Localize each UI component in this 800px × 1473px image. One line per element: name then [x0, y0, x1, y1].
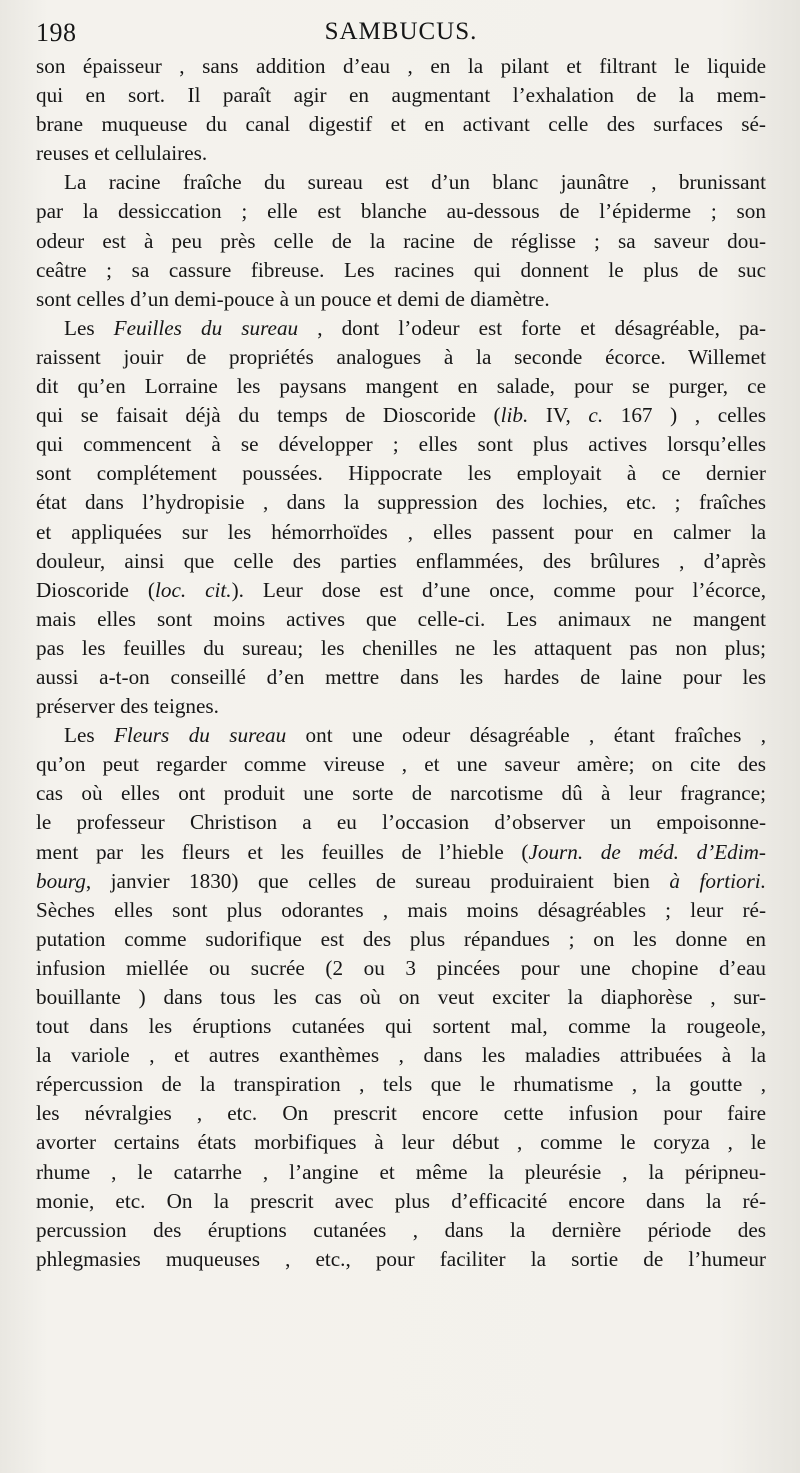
italic-text: à fortiori.: [669, 868, 766, 893]
text-segment: et appliquées sur les hémorrhoïdes , elles passent pour en calmer la: [36, 519, 766, 544]
italic-text: Journ. de méd. d’Edim-: [528, 839, 766, 864]
text-segment: tout dans les éruptions cutanées qui sortent mal, comme la rougeole,: [36, 1014, 766, 1039]
italic-text: Feuilles du sureau: [113, 315, 299, 340]
text-segment: Dioscoride (: [36, 577, 155, 602]
text-segment: ment par les fleurs et les feuilles de l’hieble (: [36, 839, 529, 864]
text-line: [36, 721, 766, 750]
text-segment: infusion miellée ou sucrée (2 ou 3 pincées pour une chopine d’eau: [36, 955, 766, 980]
text-segment: rhume , le catarrhe , l’angine et même la pleurésie , la péripneu-: [36, 1159, 766, 1184]
text-segment: bouillante ) dans tous les cas où on veut exciter la diaphorèse , sur-: [36, 985, 766, 1009]
text-segment: IV,: [528, 403, 589, 428]
text-segment: putation comme sudorifique est des plus répandues ; on les donne en: [36, 926, 766, 951]
text-line: [36, 1187, 766, 1216]
text-segment: cas où elles ont produit une sorte de narcotisme dû à leur fragrance;: [36, 781, 766, 806]
text-segment: par la dessiccation ; elle est blanche au-dessous de l’épiderme ; son: [36, 199, 766, 224]
text-segment: ceâtre ; sa cassure fibreuse. Les racines qui donnent le plus de suc: [36, 257, 766, 282]
text-line: [36, 459, 766, 488]
text-line: [36, 750, 766, 779]
text-line: [36, 779, 766, 808]
text-line: [36, 692, 766, 721]
italic-text: Fleurs du sureau: [113, 723, 287, 748]
text-line: [36, 401, 766, 430]
text-segment: odeur est à peu près celle de la racine de réglisse ; sa saveur dou-: [36, 228, 766, 253]
italic-text: c.: [588, 403, 604, 428]
text-line: [36, 954, 766, 983]
text-segment: son épaisseur , sans addition d’eau , en la pilant et filtrant le liquide: [36, 54, 766, 78]
text-segment: percussion des éruptions cutanées , dans la dernière période des: [36, 1217, 766, 1242]
text-line: [36, 227, 766, 256]
text-segment: 167 ) , celles: [603, 403, 766, 428]
text-line: [36, 1158, 766, 1187]
text-segment: aussi a-t-on conseillé d’en mettre dans les hardes de laine pour les: [36, 664, 766, 689]
text-segment: Les: [64, 315, 114, 340]
text-segment: répercussion de la transpiration , tels que le rhumatisme , la goutte ,: [36, 1072, 766, 1097]
text-line: [36, 547, 766, 576]
text-line: [36, 838, 766, 867]
text-segment: qui commencent à se développer ; elles sont plus actives lorsqu’elles: [36, 432, 766, 457]
text-segment: les névralgies , etc. On prescrit encore cette infusion pour faire: [36, 1101, 766, 1126]
text-line: [36, 1128, 766, 1157]
text-line: [36, 1216, 766, 1245]
text-line: [36, 168, 766, 197]
text-line: [36, 139, 766, 168]
text-line: [36, 867, 766, 896]
page-number: 198: [36, 18, 77, 47]
text-line: [36, 605, 766, 634]
running-title: SAMBUCUS.: [324, 18, 478, 45]
running-head: [36, 18, 766, 52]
text-line: [36, 663, 766, 692]
body-text: [36, 52, 766, 1274]
text-line: [36, 81, 766, 110]
text-segment: monie, etc. On la prescrit avec plus d’efficacité encore dans la ré-: [36, 1188, 766, 1213]
text-segment: préserver des teignes.: [36, 694, 219, 719]
text-line: [36, 634, 766, 663]
text-line: [36, 430, 766, 459]
text-segment: , dont l’odeur est forte et désagréable, pa-: [298, 315, 767, 340]
text-segment: la variole , et autres exanthèmes , dans les maladies attribuées à la: [36, 1043, 766, 1068]
text-segment: ont une odeur désagréable , étant fraîches ,: [286, 723, 766, 748]
text-segment: raissent jouir de propriétés analogues à la seconde écorce. Willemet: [36, 344, 766, 369]
text-line: [36, 518, 766, 547]
text-segment: avorter certains états morbifiques à leur début , comme le coryza , le: [36, 1130, 766, 1155]
text-line: [36, 576, 766, 605]
text-line: [36, 372, 766, 401]
text-line: [36, 197, 766, 226]
text-line: [36, 1012, 766, 1041]
text-line: [36, 343, 766, 372]
text-line: [36, 1070, 766, 1099]
text-line: [36, 983, 766, 1012]
text-segment: , janvier 1830) que celles de sureau produiraient bien: [85, 868, 670, 893]
text-segment: Les: [64, 723, 114, 748]
text-line: [36, 52, 766, 81]
text-segment: Sèches elles sont plus odorantes , mais moins désagréables ; leur ré-: [36, 897, 766, 922]
text-segment: qui se faisait déjà du temps de Dioscoride (: [36, 403, 501, 428]
text-line: [36, 285, 766, 314]
text-segment: état dans l’hydropisie , dans la suppression des lochies, etc. ; fraîches: [36, 490, 766, 515]
text-segment: sont celles d’un demi-pouce à un pouce et demi de diamètre.: [36, 286, 550, 311]
text-line: [36, 1245, 766, 1274]
text-segment: brane muqueuse du canal digestif et en activant celle des surfaces sé-: [36, 112, 766, 137]
text-line: [36, 896, 766, 925]
text-segment: le professeur Christison a eu l’occasion d’observer un empoisonne-: [36, 810, 766, 835]
text-line: [36, 1099, 766, 1128]
text-segment: mais elles sont moins actives que celle-ci. Les animaux ne mangent: [36, 606, 766, 631]
text-segment: reuses et cellulaires.: [36, 141, 208, 166]
text-segment: ). Leur dose est d’une once, comme pour l’écorce,: [231, 577, 766, 602]
italic-text: lib.: [500, 403, 529, 428]
text-segment: pas les feuilles du sureau; les chenilles ne les attaquent pas non plus;: [36, 635, 766, 660]
text-segment: La racine fraîche du sureau est d’un blanc jaunâtre , brunissant: [64, 170, 766, 195]
text-segment: dit qu’en Lorraine les paysans mangent en salade, pour se purger, ce: [36, 374, 766, 399]
text-segment: qu’on peut regarder comme vireuse , et une saveur amère; on cite des: [36, 752, 766, 777]
text-segment: qui en sort. Il paraît agir en augmentant l’exhalation de la mem-: [36, 83, 766, 108]
italic-text: loc. cit.: [154, 577, 232, 602]
text-segment: phlegmasies muqueuses , etc., pour faciliter la sortie de l’humeur: [36, 1246, 766, 1271]
text-segment: sont complétement poussées. Hippocrate les employait à ce dernier: [36, 461, 766, 486]
text-line: [36, 256, 766, 285]
italic-text: bourg: [36, 868, 86, 893]
text-segment: douleur, ainsi que celle des parties enflammées, des brûlures , d’après: [36, 548, 766, 573]
text-line: [36, 808, 766, 837]
text-line: [36, 1041, 766, 1070]
text-line: [36, 314, 766, 343]
text-line: [36, 488, 766, 517]
text-line: [36, 925, 766, 954]
text-line: [36, 110, 766, 139]
